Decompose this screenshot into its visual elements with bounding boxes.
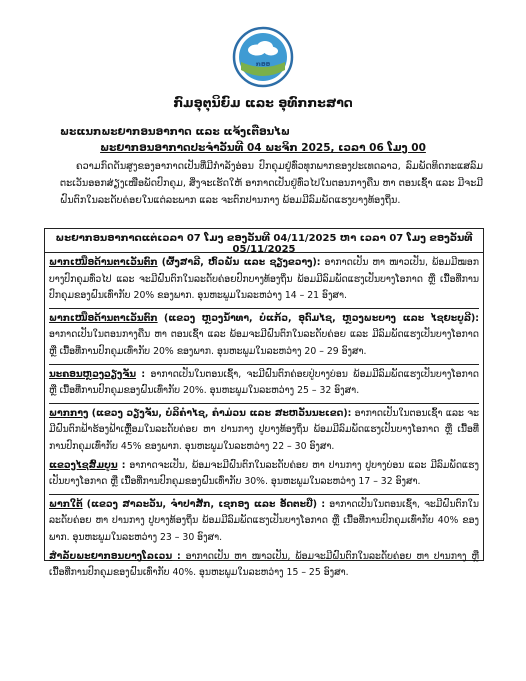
region-northeast (49, 255, 479, 307)
region-bolaven-plateau (49, 549, 479, 584)
region-name: ພາກກາງ (49, 407, 89, 419)
regions-list (49, 255, 479, 584)
region-divider (49, 364, 479, 365)
region-name: ພາກເໜືອດ້ານຕາເວັນຕົກ (49, 257, 158, 268)
department-logo (232, 26, 294, 88)
region-forecast-text: ອາກາດເປັນ ຫາ ໜາວເປັນ, ພ້ອມມີໝອກບາງປົກຄຸມທົ່ວໄປ ແລະ ຈະມີຝົນຕົກໃນລະດັບຄ່ອຍປົກບາງທ້ອງຖິ່ນ ພ້ອມມີລົມພັດແຮງເປັນບາງໂອກາດ ຫຼື ເນື້ອທີ່ການປົກຄຸມຂອງຝົນເທົ່າກັບ 20% ຂອງພາກ. ອຸນຫະພູມໃນລະຫວ່າງ 14 – 21 ອົງສາ. (49, 257, 479, 302)
forecast-box-title: ພະຍາກອນອາກາດແຕ່ເວລາ 07 ໂມງ ຂອງວັນທີ 04/11/2025 ຫາ ເວລາ 07 ໂມງ ຂອງວັນທີ 05/11/2025 (55, 233, 473, 255)
region-name: ແຂວງໄຊສົມບູນ (49, 459, 118, 471)
region-name: ນະຄອນຫຼວງວຽງຈັນ (49, 368, 137, 380)
region-vientiane-capital (49, 367, 479, 402)
region-forecast-text: ອາກາດເປັນ ຫາ ໜາວເປັນ, ພ້ອມຈະມີຝົນຕົກໃນລະດັບຄ່ອຍ ຫາ ປານກາງ ຫຼື ເນື້ອທີ່ການປົກຄຸມຂອງຝົນເທົ່າກັບ 40%. ອຸນຫະພູມໃນລະຫວ່າງ 15 – 25 ອົງສາ. (49, 550, 479, 579)
forecast-box (44, 228, 484, 579)
region-divider (49, 403, 479, 404)
region-provinces: (ແຂວງ ວຽງຈັນ, ບໍລິຄຳໄຊ, ຄຳມ່ວນ ແລະ ສະຫວັນນະເຂດ): (91, 407, 352, 419)
region-south (49, 497, 479, 549)
region-provinces: (ແຂວງ ສາລະວັນ, ຈຳປາສັກ, ເຊກອງ ແລະ ອັດຕະປື) : (86, 498, 326, 510)
region-provinces: : (121, 459, 126, 471)
section-heading: ພະແນກພະຍາກອນອາກາດ ແລະ ແຈ້ງເຕືອນໄພ (60, 126, 290, 138)
region-divider (49, 308, 479, 309)
intro-paragraph: ຄວາມກົດດັນສູງຂອງອາກາດເປັນທີ່ມີກຳລັງອ່ອນ ປົກຄຸມຢູ່ທົ່ວທຸກພາກຂອງປະເທດລາວ, ລົມພັດທິດກະແສລົມຕະເວັນອອກສ່ຽງເໜືອພັດປົກຄຸມ, ສິ່ງຈະເຮັດໃຫ້ ອາກາດເປັນຢູ່ທົ່ວໄປໃນຕອນກາງຄືນ ຫາ ຕອນເຊົ້າ ແລະ ມີຈະມີຝົນຕົກໃນລະດັບຄ່ອຍໃນແຕ່ລະພາກ ແລະ ຈະຕົກປານກາງ ພ້ອມມີລົມພັດແຮງບາງທ້ອງຖິ່ນ. (60, 161, 483, 206)
logo-emblem-icon (232, 26, 294, 88)
region-xaisomboun (49, 458, 479, 493)
region-provinces: (ຜົ້ງສາລີ, ຫົວພັນ ແລະ ຊຽງຂວາງ): (161, 257, 321, 268)
region-name: ພາກເໜືອດ້ານຕາເວັນຕົກ (49, 312, 158, 324)
region-forecast-text: ອາກາດຈະເປັນ, ພ້ອມຈະມີຝົນຕົກໃນລະດັບຄ່ອຍ ຫາ ປານກາງ ປູບາງບ່ອນ ແລະ ມີລົມພັດແຮງເປັນບາງໂອກາດ ຫຼື ເນື້ອທີ່ການປົກຄຸມຂອງຝົນເທົ່າກັບ 30%. ອຸນຫະພູມໃນລະຫວ່າງ 17 – 32 ອົງສາ. (49, 459, 479, 488)
forecast-title: ພະຍາກອນອາກາດປະຈຳວັນທີ 04 ພະຈິກ 2025, ເວລາ 06 ໂມງ 00 (100, 142, 426, 154)
region-forecast-text: ອາກາດເປັນໃນຕອນເຊົ້າ, ຈະມີຝົນຕົກຄ່ອຍປູ່ບາງບ່ອນ ພ້ອມມີລົມພັດແຮງເປັນບາງໂອກາດ ຫຼື ເນື້ອທີ່ການປົກຄຸມຂອງຝົນເທົ່າກັບ 20%. ອຸນຫະພູມໃນລະຫວ່າງ 25 – 32 ອົງສາ. (49, 368, 479, 397)
region-name: ພາກໃຕ້ (49, 498, 83, 510)
region-provinces: : (141, 368, 146, 380)
region-provinces: : (177, 550, 181, 562)
box-divider (45, 252, 483, 253)
department-name: ກົມອຸຕຸນິຍົມ ແລະ ອຸທົກກະສາດ (173, 95, 353, 110)
region-northwest (49, 311, 479, 363)
region-name: ສຳລັບພະຍາກອນບາງໂລເວນ (49, 550, 173, 562)
region-forecast-text: ອາກາດເປັນໃນຕອນເຊົ້າ ແລະ ຈະມີຝົນຕົກຟ້າຮ້ອງຟ້າເຫຼື້ອມໃນລະດັບຄ່ອຍ ຫາ ປານກາງ ປູບາງທ້ອງຖິ່ນ ພ້ອມມີລົມພັດແຮງເປັນບາງໂອກາດ ຫຼື ເນື້ອທີ່ການປົກຄຸມເທົ່າກັບ 45% ຂອງພາກ. ອຸນຫະພູມໃນລະຫວ່າງ 22 – 30 ອົງສາ. (49, 407, 479, 452)
region-provinces: (ແຂວງ ຫຼວງນ້ຳທາ, ບໍ່ແກ້ວ, ອຸດົມໄຊ, ຫຼວງພະບາງ ແລະ ໄຊຍະບູລີ): (164, 312, 479, 324)
region-divider (49, 494, 479, 495)
logo-caption: ກອອ (255, 60, 271, 68)
region-forecast-text: ອາກາດເປັນໃນຕອນກາງຄືນ ຫາ ຕອນເຊົ້າ ແລະ ພ້ອມຈະມີຝົນຕົກໃນລະດັບຄ່ອຍ ແລະ ມີລົມພັດແຮງເປັນບາງໂອກາດ ຫຼື ເນື້ອທີ່ການປົກຄຸມເທົ່າກັບ 20% ຂອງພາກ. ອຸນຫະພູມໃນລະຫວ່າງ 20 – 29 ອົງສາ. (49, 329, 479, 357)
region-forecast-text: ອາກາດເປັນໃນຕອນເຊົ້າ, ຈະມີຝົນຕົກໃນລະດັບຄ່ອຍ ຫາ ປານກາງ ປູບາງທ້ອງຖິ່ນ ພ້ອມມີລົມພັດແຮງເປັນບາງໂອກາດ ຫຼື ເນື້ອທີ່ການປົກຄຸມເທົ່າກັບ 40% ຂອງພາກ. ອຸນຫະພູມໃນລະຫວ່າງ 23 – 30 ອົງສາ. (49, 498, 479, 543)
region-central (49, 406, 479, 458)
